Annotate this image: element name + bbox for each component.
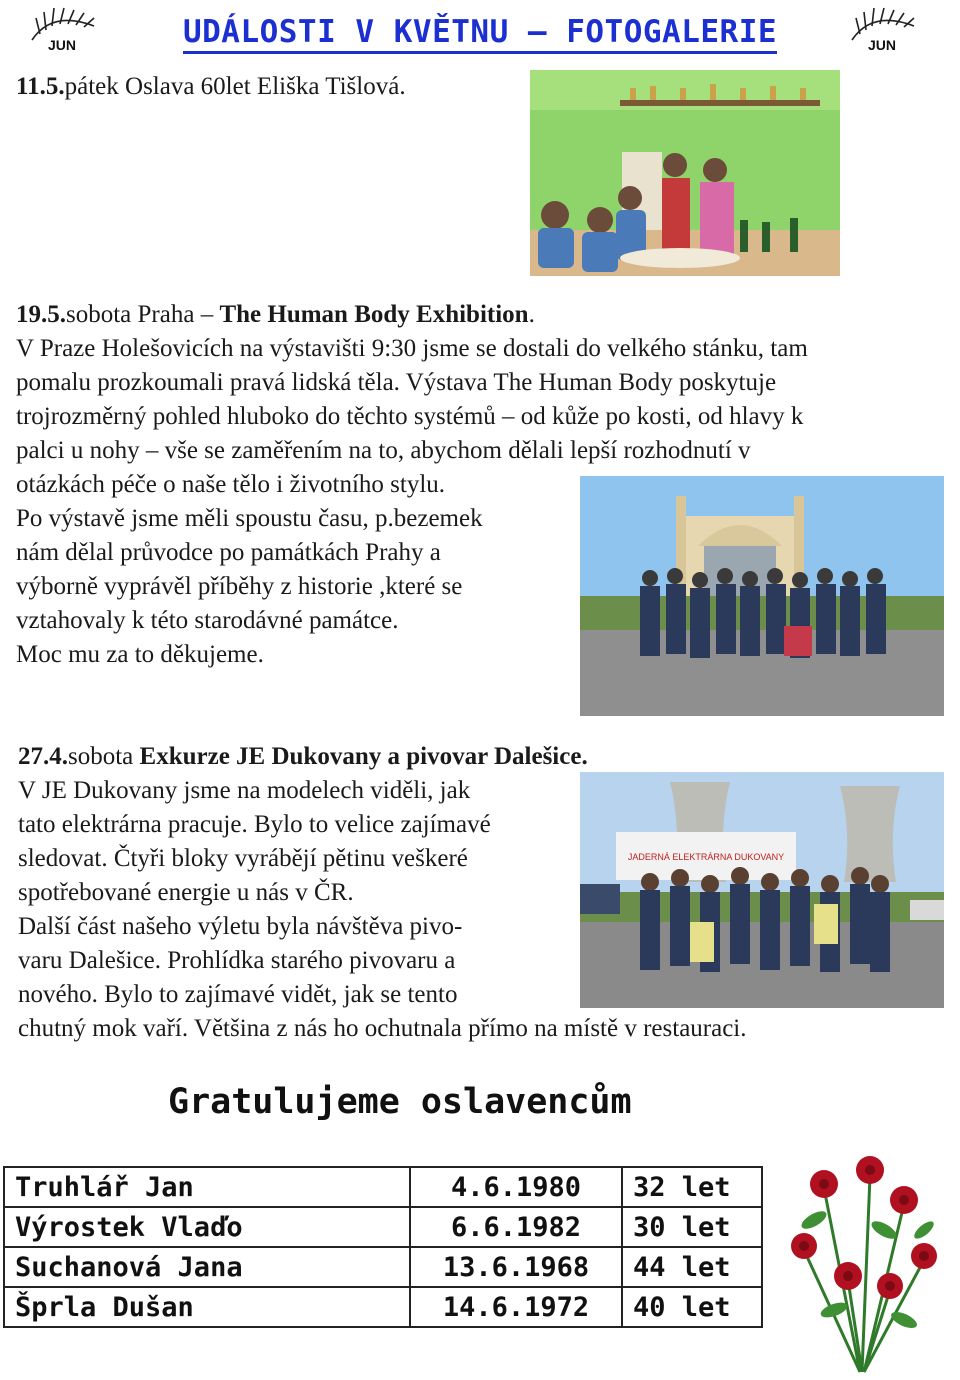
event-1-date: 11.5. — [16, 73, 65, 100]
event-3-date: 27.4. — [18, 743, 68, 770]
table-row — [4, 1287, 762, 1327]
birthday-name: Výrostek Vlaďo — [4, 1207, 410, 1247]
event-3-line: spotřebované energie u nás v ČR. — [18, 879, 354, 906]
birthday-name: Šprla Dušan — [4, 1287, 410, 1327]
event-3-heading: 27.4.sobota Exkurze JE Dukovany a pivovar Dalešice. — [18, 743, 588, 770]
event-2-date: 19.5. — [16, 301, 66, 328]
photo-dukovany-group — [580, 772, 944, 1008]
event-3-line: nového. Bylo to zajímavé vidět, jak se tento — [18, 981, 458, 1008]
page-title: UDÁLOSTI V KVĚTNU – FOTOGALERIE — [0, 14, 960, 50]
event-2-line: Po výstavě jsme měli spoustu času, p.bezemek — [16, 505, 483, 532]
birthday-date: 6.6.1982 — [410, 1207, 622, 1247]
table-row — [4, 1207, 762, 1247]
event-2-line: otázkách péče o naše tělo i životního stylu. — [16, 471, 446, 498]
photo-prague-group — [580, 476, 944, 716]
birthday-date: 13.6.1968 — [410, 1247, 622, 1287]
event-3-line: tato elektrárna pracuje. Bylo to velice zajímavé — [18, 811, 491, 838]
birthday-age: 32 let — [622, 1167, 762, 1207]
event-2-heading: 19.5.sobota Praha – The Human Body Exhibition. — [16, 301, 535, 328]
event-2-line: výborně vyprávěl příběhy z historie ,které se — [16, 573, 463, 600]
event-3-line: Další část našeho výletu byla návštěva pivo- — [18, 913, 463, 940]
event-3-line: sledovat. Čtyři bloky vyrábějí pětinu veškeré — [18, 845, 468, 872]
event-3-line: chutný mok vaří. Většina z nás ho ochutnala přímo na místě v restauraci. — [18, 1015, 747, 1042]
event-2-line: V Praze Holešovicích na výstavišti 9:30 jsme se dostali do velkého stánku, tam — [16, 335, 808, 362]
birthday-date: 4.6.1980 — [410, 1167, 622, 1207]
event-1-heading: 11.5.pátek Oslava 60let Eliška Tišlová. — [16, 73, 406, 100]
event-2-line: Moc mu za to děkujeme. — [16, 641, 264, 668]
birthday-table — [3, 1166, 763, 1328]
event-2-line: vztahovaly k této starodávné památce. — [16, 607, 399, 634]
power-plant-sign: JADERNÁ ELEKTRÁRNA DUKOVANY — [627, 852, 785, 862]
table-row — [4, 1167, 762, 1207]
birthday-title: Gratulujeme oslavencům — [168, 1082, 632, 1122]
event-2-line: pomalu prozkoumali pravá lidská těla. Výstava The Human Body poskytuje — [16, 369, 777, 396]
logo-text-left: JUN — [47, 37, 77, 53]
birthday-name: Truhlář Jan — [4, 1167, 410, 1207]
logo-text-right: JUN — [867, 37, 897, 53]
event-3-line: varu Dalešice. Prohlídka starého pivovaru a — [18, 947, 456, 974]
birthday-age: 44 let — [622, 1247, 762, 1287]
table-row — [4, 1247, 762, 1287]
birthday-age: 30 let — [622, 1207, 762, 1247]
roses-bouquet-icon — [784, 1140, 954, 1376]
photo-birthday-party — [530, 70, 840, 276]
birthday-name: Suchanová Jana — [4, 1247, 410, 1287]
event-2-line: palci u nohy – vše se zaměřením na to, abychom dělali lepší rozhodnutí v — [16, 437, 751, 464]
birthday-age: 40 let — [622, 1287, 762, 1327]
event-2-line: nám dělal průvodce po památkách Prahy a — [16, 539, 441, 566]
event-3-line: V JE Dukovany jsme na modelech viděli, jak — [18, 777, 471, 804]
birthday-date: 14.6.1972 — [410, 1287, 622, 1327]
event-2-line: trojrozměrný pohled hluboko do těchto systémů – od kůže po kosti, od hlavy k — [16, 403, 804, 430]
